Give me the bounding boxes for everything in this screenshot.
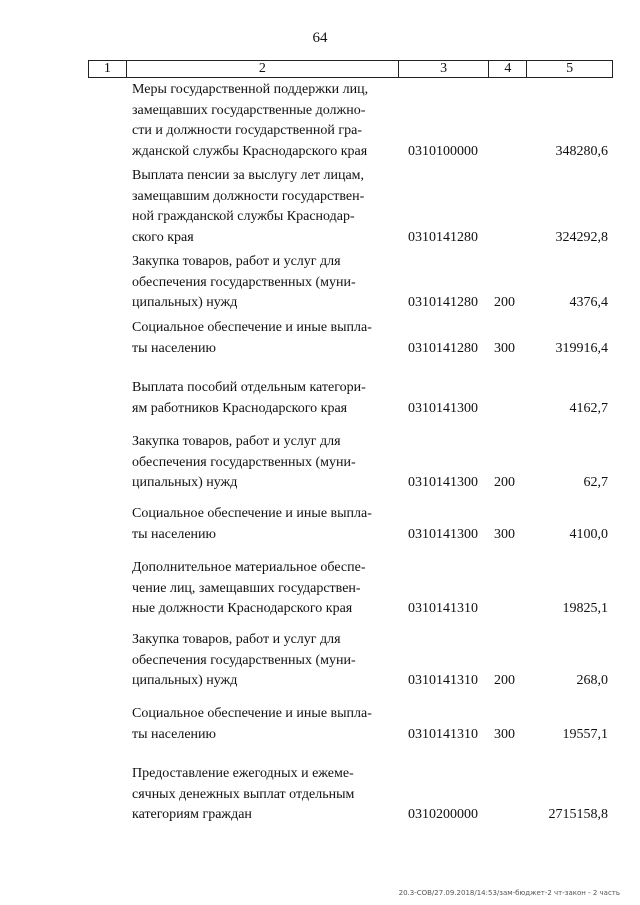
description-line: ского края	[132, 229, 194, 245]
description-line: Меры государственной поддержки лиц,	[132, 82, 369, 97]
row-expense-type: 300	[494, 726, 515, 742]
footer-stamp: 20.3-СОВ/27.09.2018/14:53/зам-бюджет-2 чт-закон - 2 часть	[398, 889, 620, 897]
row-code: 0310141310	[408, 601, 478, 616]
row-code: 0310141280	[408, 229, 478, 245]
row-expense-type: 300	[494, 526, 515, 542]
description-line: ям работников Краснодарского края	[132, 400, 348, 416]
table-header	[88, 60, 613, 78]
row-code: 0310141310	[408, 726, 478, 742]
row-code: 0310141300	[408, 475, 478, 490]
description-line: Закупка товаров, работ и услуг для	[132, 254, 341, 269]
header-col-1: 1	[89, 61, 127, 77]
header-col-5: 5	[566, 61, 574, 76]
description-line: сти и должности государственной гра-	[132, 123, 362, 138]
row-code: 0310141310	[408, 673, 478, 688]
row-description	[132, 252, 397, 314]
description-line: обеспечения государственных (муни-	[132, 652, 356, 668]
row-description	[132, 630, 397, 692]
description-line: Социальное обеспечение и иные выпла-	[132, 320, 372, 335]
page-number: 64	[312, 30, 328, 46]
header-col-3: 3	[399, 61, 490, 77]
description-line: Закупка товаров, работ и услуг для	[132, 434, 341, 449]
row-description	[132, 318, 397, 359]
row-expense-type: 300	[494, 340, 515, 356]
row-expense-type: 200	[494, 475, 515, 490]
row-description	[132, 432, 397, 494]
header-col-4: 4	[489, 61, 527, 77]
row-expense-type: 200	[494, 673, 515, 688]
header-col-2: 2	[127, 61, 399, 77]
description-line: чение лиц, замещавших государствен-	[132, 580, 361, 596]
description-line: Социальное обеспечение и иные выпла-	[132, 506, 372, 521]
description-line: ные должности Краснодарского края	[132, 601, 353, 616]
description-line: категориям граждан	[132, 807, 252, 822]
description-line: Выплата пенсии за выслугу лет лицам,	[132, 168, 365, 183]
row-description	[132, 704, 397, 745]
row-code: 0310141300	[408, 400, 478, 416]
description-line: замещавших государственные должно-	[132, 102, 366, 118]
description-line: обеспечения государственных (муни-	[132, 454, 356, 470]
description-line: ной гражданской службы Краснодар-	[132, 209, 355, 224]
description-line: сячных денежных выплат отдельным	[132, 786, 355, 802]
description-line: Социальное обеспечение и иные выпла-	[132, 706, 372, 721]
row-expense-type: 200	[494, 295, 515, 310]
row-description	[132, 80, 397, 162]
row-code: 0310141280	[408, 340, 478, 356]
description-line: ципальных) нужд	[132, 295, 238, 310]
description-line: обеспечения государственных (муни-	[132, 274, 356, 290]
row-amount: 268,0	[576, 673, 608, 688]
row-code: 0310100000	[408, 143, 478, 159]
description-line: замещавшим должности государствен-	[132, 188, 365, 204]
row-amount: 324292,8	[555, 229, 608, 245]
row-description	[132, 764, 397, 826]
row-amount: 62,7	[583, 475, 608, 490]
row-description	[132, 378, 397, 419]
row-amount: 2715158,8	[548, 807, 608, 822]
description-line: ты населению	[132, 340, 216, 356]
description-line: ципальных) нужд	[132, 475, 238, 490]
row-amount: 319916,4	[555, 340, 608, 356]
row-amount: 4376,4	[569, 295, 608, 310]
description-line: жданской службы Краснодарского края	[132, 143, 368, 159]
row-amount: 19557,1	[562, 726, 608, 742]
description-line: ципальных) нужд	[132, 673, 238, 688]
row-amount: 4100,0	[569, 526, 608, 542]
description-line: Дополнительное материальное обеспе-	[132, 560, 366, 575]
row-description	[132, 166, 397, 248]
row-code: 0310141280	[408, 295, 478, 310]
row-description	[132, 558, 397, 620]
row-amount: 4162,7	[569, 400, 608, 416]
row-amount: 348280,6	[555, 143, 608, 159]
row-code: 0310141300	[408, 526, 478, 542]
row-amount: 19825,1	[562, 601, 608, 616]
description-line: Предоставление ежегодных и ежеме-	[132, 766, 354, 781]
description-line: Закупка товаров, работ и услуг для	[132, 632, 341, 647]
description-line: Выплата пособий отдельным категори-	[132, 380, 366, 395]
description-line: ты населению	[132, 526, 216, 542]
row-description	[132, 504, 397, 545]
description-line: ты населению	[132, 726, 216, 742]
row-code: 0310200000	[408, 807, 478, 822]
